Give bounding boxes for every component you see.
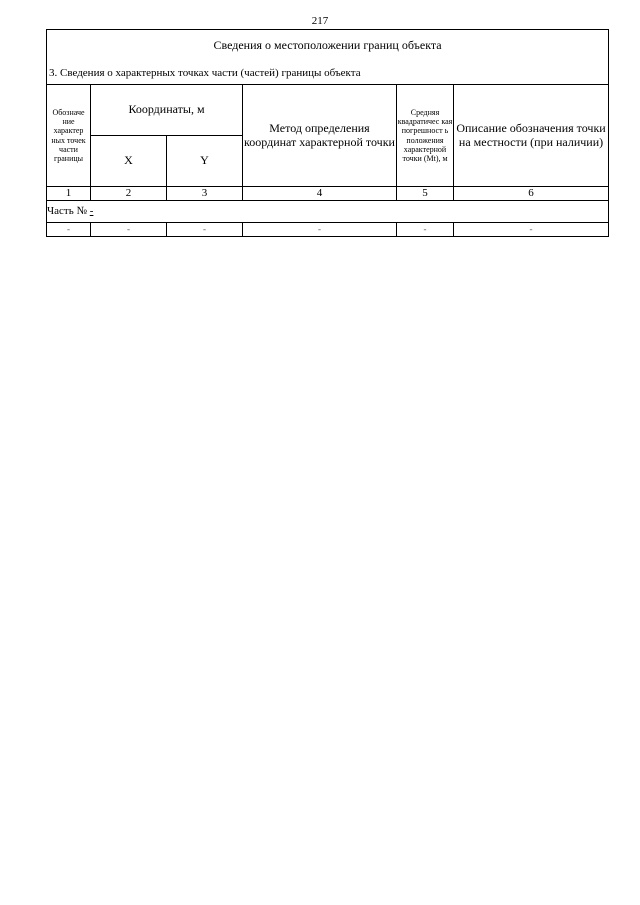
column-number: 2 [91,187,167,201]
table-cell: - [454,223,609,237]
header-accuracy: Средняя квадратичес кая погрешност ь положения характерной точки (Mt), м [397,85,454,187]
table-row [47,223,609,237]
header-y: Y [167,136,243,187]
table-cell: - [91,223,167,237]
table-cell: - [47,223,91,237]
column-number: 1 [47,187,91,201]
section-heading: 3. Сведения о характерных точках части (частей) границы объекта [49,67,361,79]
header-method: Метод определения координат характерной точки [243,85,397,187]
page-number: 217 [311,15,329,27]
boundary-points-table [46,29,609,237]
table-title: Сведения о местоположении границ объекта [213,38,442,52]
column-number: 5 [397,187,454,201]
header-point-designation: Обозначе ние характер ных точек части границы [47,85,91,187]
header-description: Описание обозначения точки на местности (при наличии) [454,85,609,187]
table-cell: - [243,223,397,237]
header-coordinates: Координаты, м [91,85,243,136]
header-x: X [91,136,167,187]
part-cell [47,201,609,223]
column-number: 6 [454,187,609,201]
table-title-cell [47,30,609,85]
part-value: - [89,205,94,218]
column-number: 4 [243,187,397,201]
column-numbers-row [47,187,609,201]
table-cell: - [167,223,243,237]
part-label: Часть № [47,205,87,218]
table-cell: - [397,223,454,237]
part-row [47,201,609,223]
column-number: 3 [167,187,243,201]
